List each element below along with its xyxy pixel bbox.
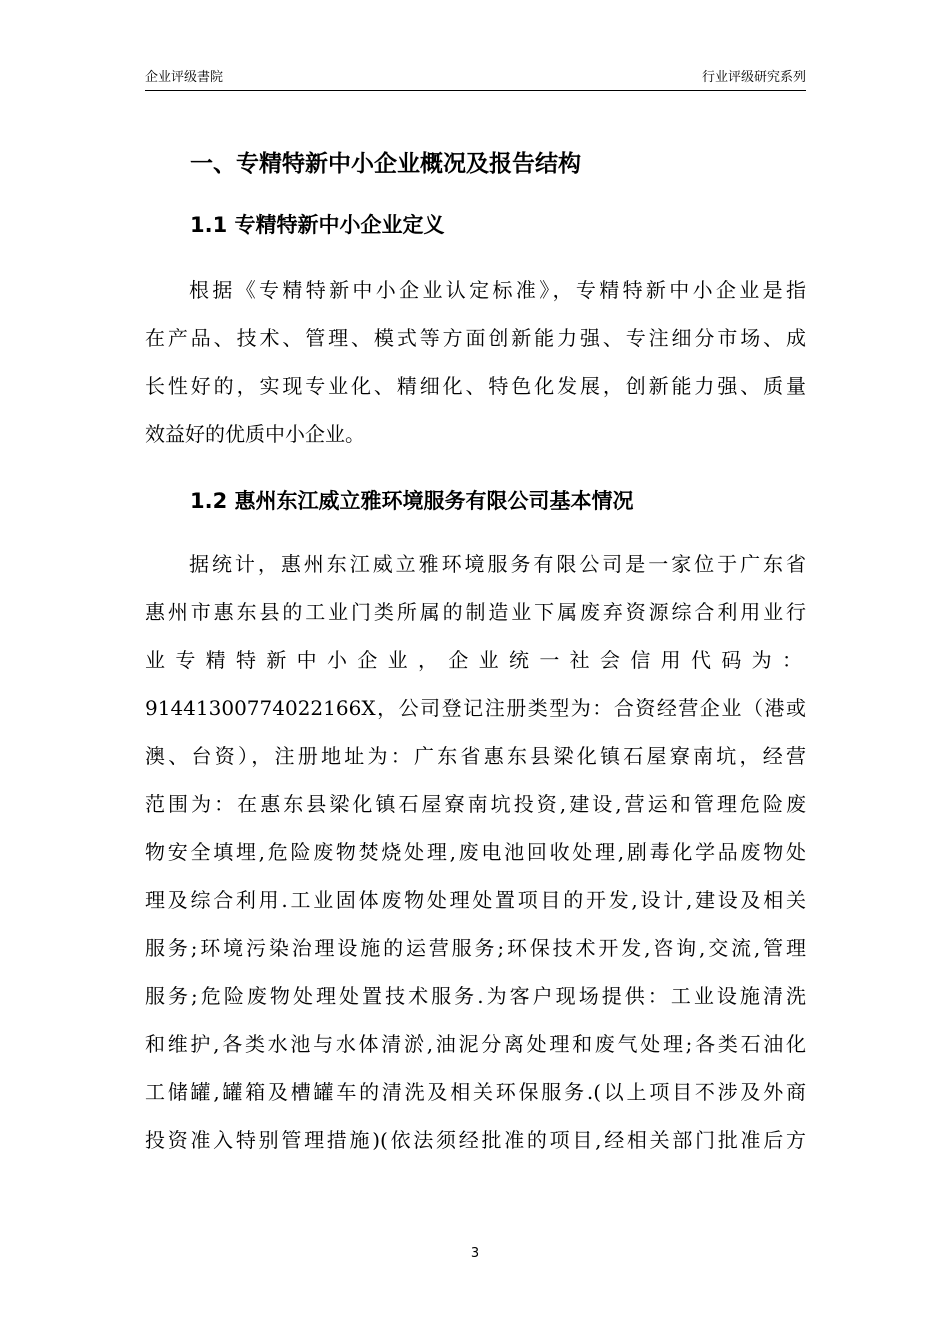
paragraph-line: 服务;危险废物处理处置技术服务.为客户现场提供：工业设施清洗 — [145, 984, 806, 1008]
paragraph-company — [145, 540, 806, 1164]
paragraph-line: 长性好的，实现专业化、精细化、特色化发展，创新能力强、质量 — [145, 374, 806, 398]
page-header — [145, 66, 806, 91]
paragraph-line: 理及综合利用.工业固体废物处理处置项目的开发,设计,建设及相关 — [145, 888, 806, 912]
paragraph-line: 业专精特新中小企业，企业统一社会信用代码为： — [145, 648, 806, 672]
paragraph-line: 和维护,各类水池与水体清淤,油泥分离处理和废气处理;各类石油化 — [145, 1032, 806, 1056]
header-series: 行业评级研究系列 — [701, 70, 806, 85]
paragraph-line: 惠州市惠东县的工业门类所属的制造业下属废弃资源综合利用业行 — [145, 600, 806, 624]
header-publisher: 企业评级書院 — [145, 70, 224, 85]
paragraph-line: 效益好的优质中小企业。 — [145, 422, 365, 446]
paragraph-definition — [145, 266, 806, 458]
page-number: 3 — [470, 1246, 480, 1261]
paragraph-line: 范围为：在惠东县梁化镇石屋寮南坑投资,建设,营运和管理危险废 — [145, 792, 806, 816]
paragraph-line: 澳、台资），注册地址为：广东省惠东县梁化镇石屋寮南坑，经营 — [145, 744, 806, 768]
subsection-title-company: 1.2 惠州东江威立雅环境服务有限公司基本情况 — [190, 489, 634, 513]
paragraph-line: 91441300774022166X，公司登记注册类型为：合资经营企业（港或 — [145, 696, 806, 720]
paragraph-line: 据统计，惠州东江威立雅环境服务有限公司是一家位于广东省 — [189, 552, 806, 576]
paragraph-line: 工储罐,罐箱及槽罐车的清洗及相关环保服务.(以上项目不涉及外商 — [145, 1080, 806, 1104]
subsection-title-definition: 1.1 专精特新中小企业定义 — [190, 213, 445, 237]
paragraph-line: 投资准入特别管理措施)(依法须经批准的项目,经相关部门批准后方 — [145, 1128, 806, 1152]
paragraph-line: 服务;环境污染治理设施的运营服务;环保技术开发,咨询,交流,管理 — [145, 936, 806, 960]
paragraph-line: 根据《专精特新中小企业认定标准》，专精特新中小企业是指 — [189, 278, 806, 302]
paragraph-line: 物安全填埋,危险废物焚烧处理,废电池回收处理,剧毒化学品废物处 — [145, 840, 806, 864]
paragraph-line: 在产品、技术、管理、模式等方面创新能力强、专注细分市场、成 — [145, 326, 806, 350]
section-title: 一、专精特新中小企业概况及报告结构 — [190, 151, 581, 177]
